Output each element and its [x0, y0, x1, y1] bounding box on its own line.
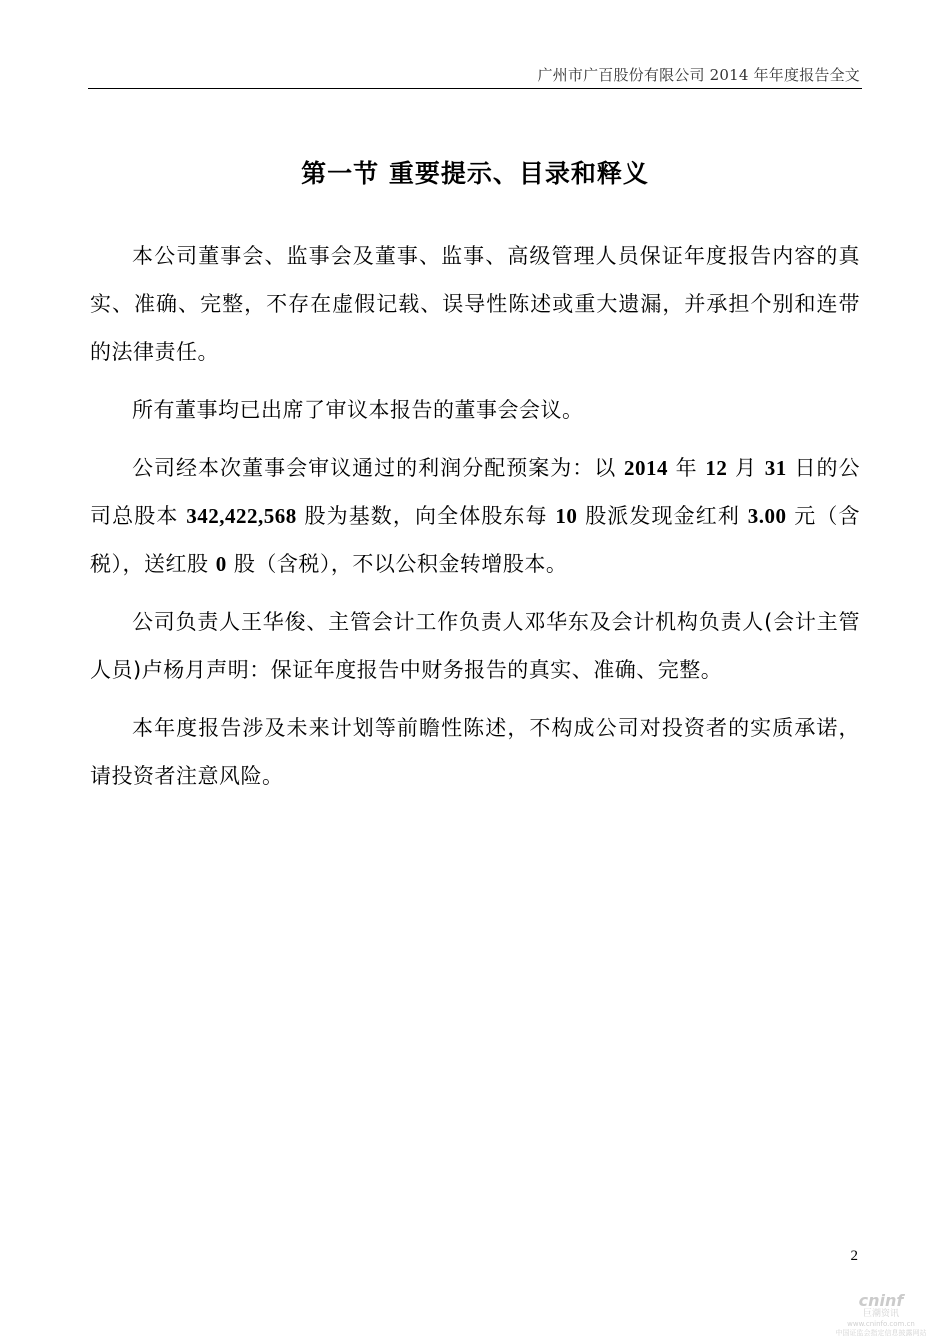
paragraph-responsibility-statement: 本公司董事会、监事会及董事、监事、高级管理人员保证年度报告内容的真实、准确、完整，不存在虚假记载、误导性陈述或重大遗漏，并承担个别和连带的法律责任。 — [90, 244, 860, 364]
year-value: 2014 — [623, 456, 668, 480]
cninfo-footnote: 中国证监会指定信息披露网站 — [835, 1329, 927, 1337]
cninfo-watermark — [826, 1293, 936, 1338]
bonus-shares-value: 0 — [215, 552, 227, 576]
text-segment: 股为基数，向全体股东每 — [296, 504, 556, 528]
text-segment: 股派发现金红利 — [577, 504, 748, 528]
text-segment: 元（含税），送红股 — [90, 504, 860, 576]
header-divider — [88, 88, 862, 89]
cninfo-url: www.cninfo.com.cn — [847, 1320, 915, 1328]
text-segment: 日的公司总股本 — [90, 456, 860, 528]
day-value: 31 — [764, 456, 787, 480]
section-title: 第一节 重要提示、目录和释义 — [301, 159, 649, 188]
month-value: 12 — [705, 456, 728, 480]
paragraph-forward-looking-risk: 本年度报告涉及未来计划等前瞻性陈述，不构成公司对投资者的实质承诺，请投资者注意风险。 — [90, 716, 860, 788]
text-segment: 月 — [727, 456, 765, 480]
text-segment: 公司经本次董事会审议通过的利润分配预案为：以 — [132, 456, 624, 480]
cninfo-logo: cninf — [858, 1291, 904, 1310]
paragraph-director-attendance: 所有董事均已出席了审议本报告的董事会会议。 — [132, 398, 584, 422]
paragraph-profit-distribution — [90, 444, 860, 588]
total-shares-value: 342,422,568 — [186, 504, 297, 528]
paragraph-officer-declaration: 公司负责人王华俊、主管会计工作负责人邓华东及会计机构负责人(会计主管人员)卢杨月声明：保证年度报告中财务报告的真实、准确、完整。 — [90, 610, 860, 682]
text-segment: 年 — [667, 456, 706, 480]
per-shares-value: 10 — [555, 504, 578, 528]
cninfo-name: 巨潮资讯 — [862, 1309, 899, 1319]
report-header-title: 广州市广百股份有限公司 2014 年年度报告全文 — [537, 66, 860, 84]
document-body — [90, 232, 860, 810]
page-number: 2 — [850, 1248, 858, 1264]
text-segment: 股（含税），不以公积金转增股本。 — [226, 552, 568, 576]
cash-dividend-value: 3.00 — [747, 504, 787, 528]
